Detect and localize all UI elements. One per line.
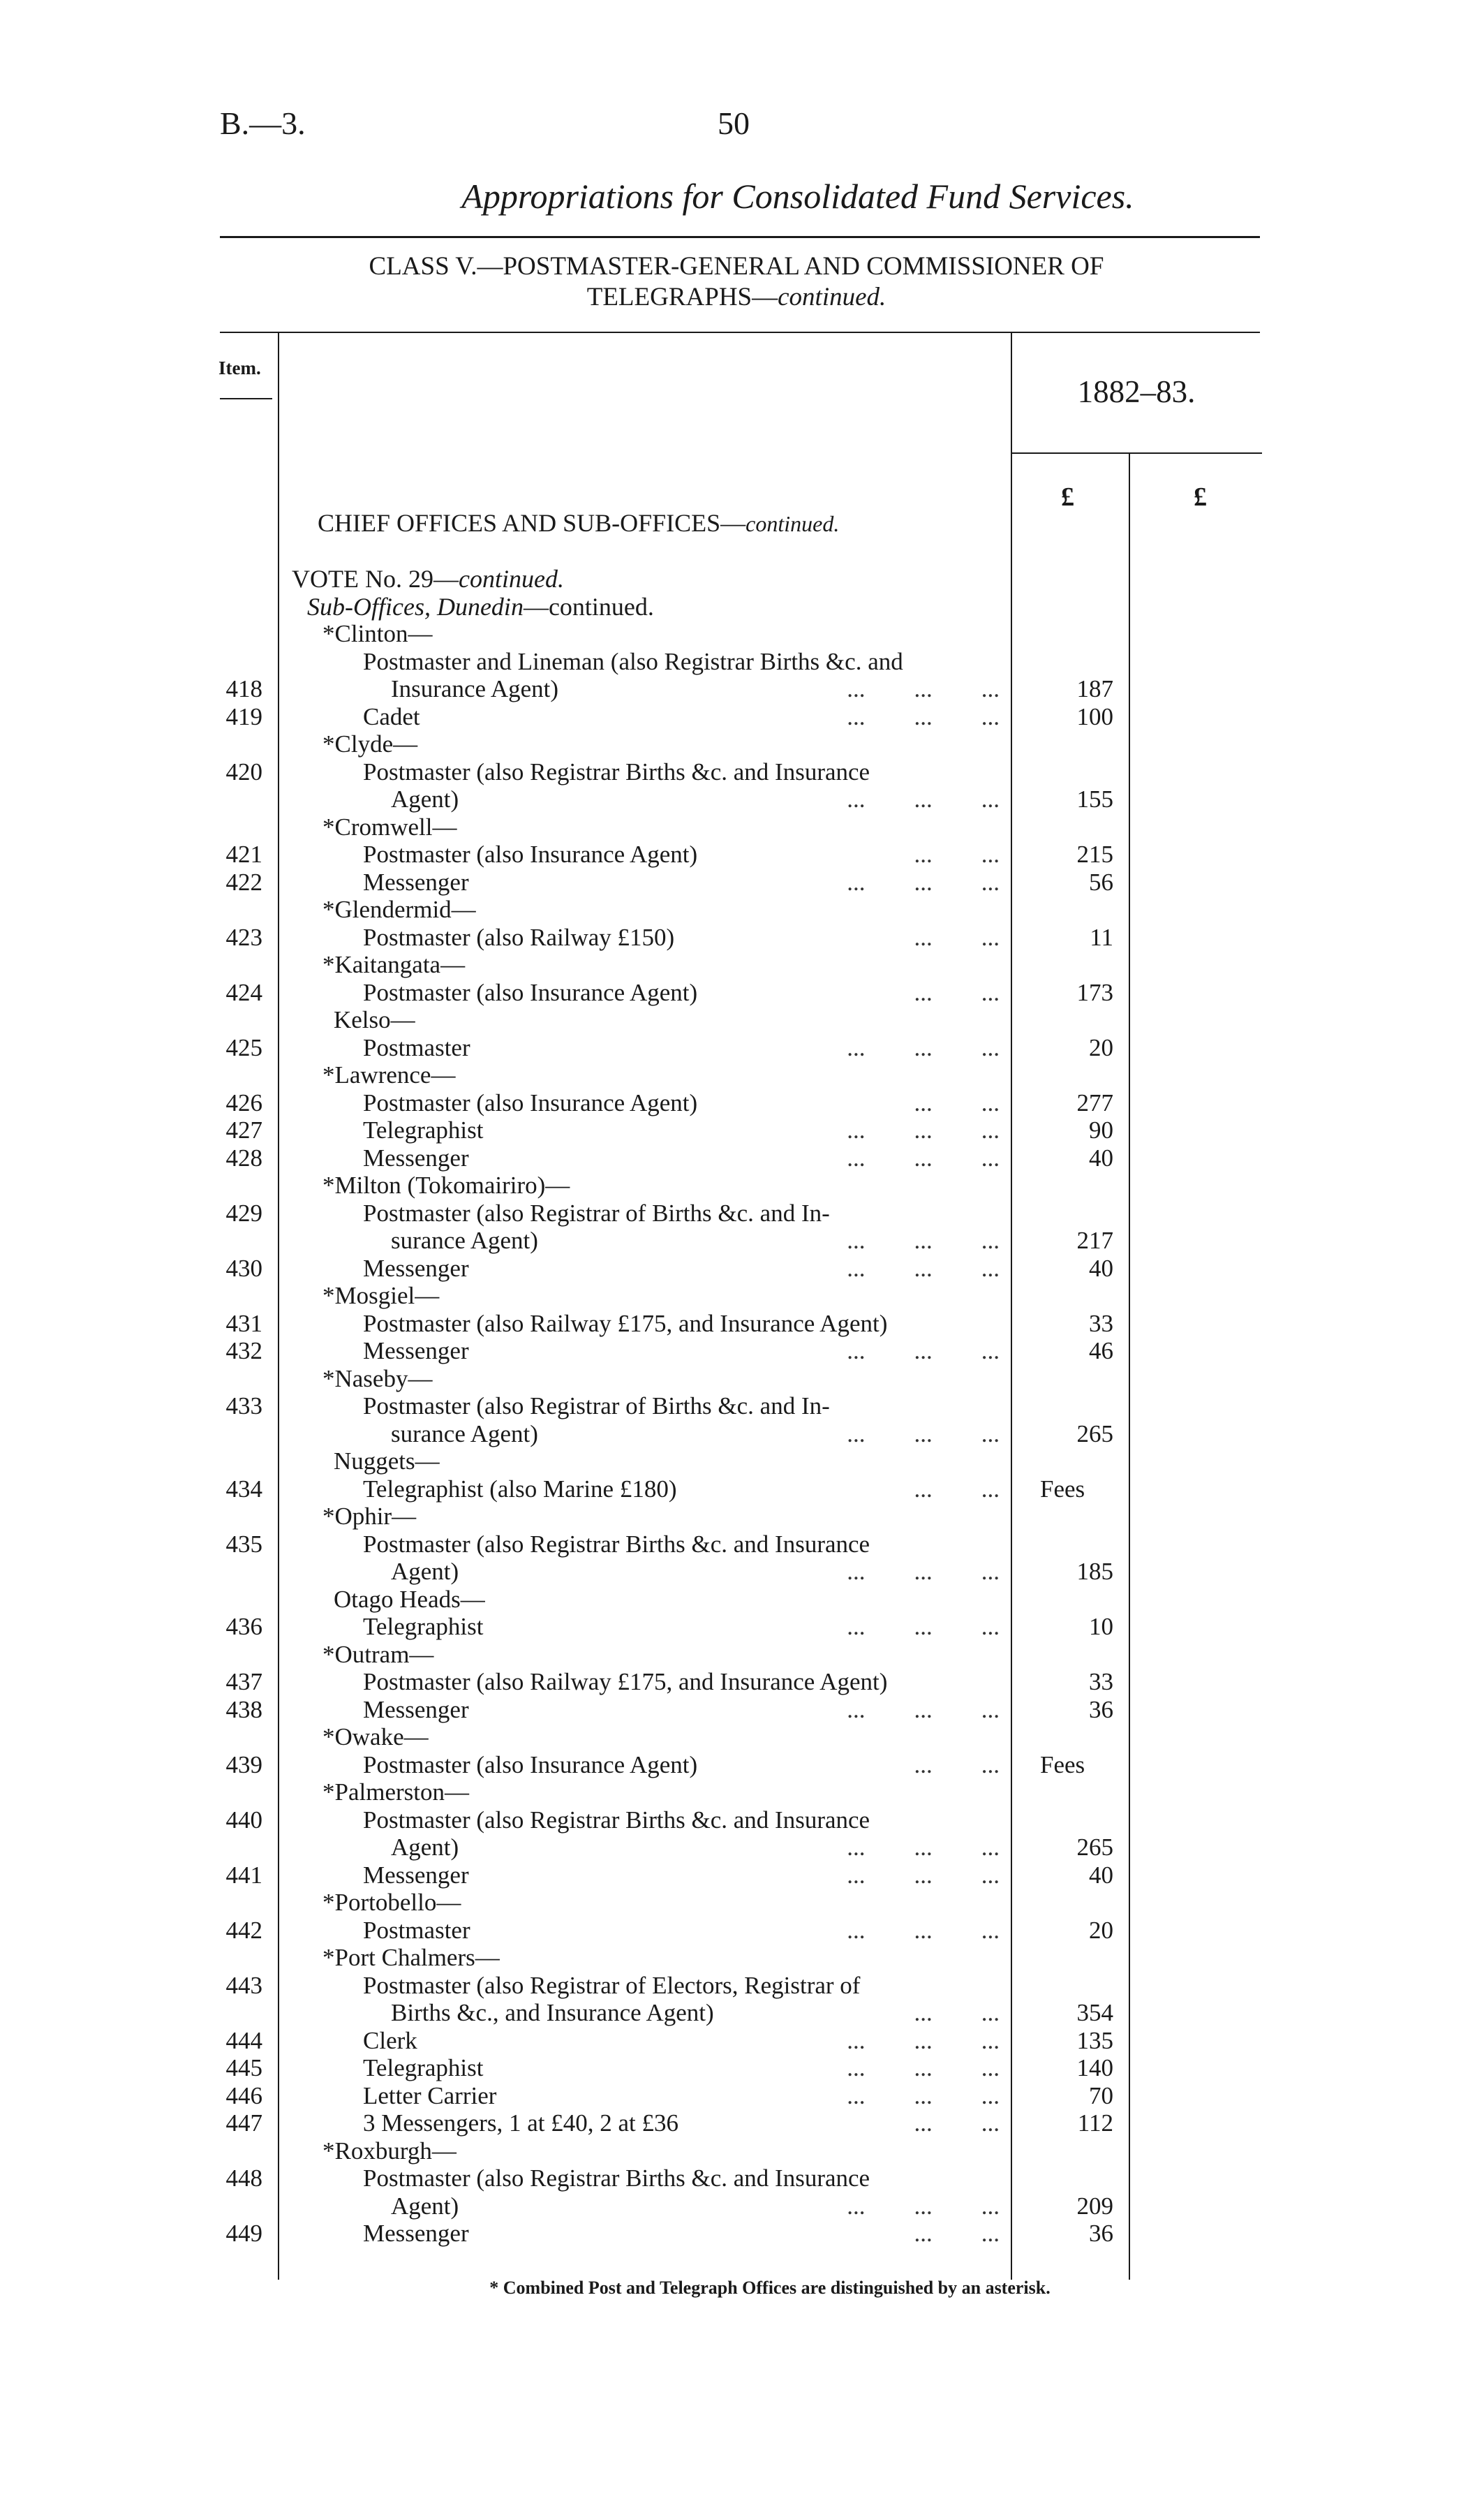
- leader-dots: ... ... ...: [847, 1116, 1000, 1144]
- amount-value: 155: [1076, 786, 1113, 813]
- table-row: [0, 1116, 1484, 1144]
- item-description: Postmaster (also Railway £150): [363, 923, 675, 951]
- currency-header-col1: £: [1061, 482, 1074, 512]
- table-row: [0, 648, 1484, 676]
- amount-value: 36: [1089, 1695, 1113, 1723]
- table-row: [0, 758, 1484, 786]
- amount-value: 265: [1076, 1419, 1113, 1447]
- item-number: 420: [225, 758, 262, 786]
- item-description: Messenger: [363, 1695, 469, 1723]
- item-description: Nuggets—: [334, 1447, 440, 1475]
- page-title: Appropriations for Consolidated Fund Services.: [461, 177, 1134, 216]
- item-description: Postmaster: [363, 1033, 470, 1061]
- table-row: [0, 1806, 1484, 1834]
- item-number: 435: [225, 1530, 262, 1558]
- item-description: Messenger: [363, 1254, 469, 1282]
- item-number: 427: [225, 1116, 262, 1144]
- item-description: Cadet: [363, 702, 420, 730]
- table-row: [0, 1531, 1484, 1558]
- item-number: 431: [225, 1309, 262, 1337]
- leader-dots: ... ...: [914, 1475, 1000, 1503]
- table-row: [0, 2027, 1484, 2055]
- leader-dots: ... ... ...: [847, 702, 1000, 730]
- table-row: [0, 1696, 1484, 1724]
- amount-value: 265: [1076, 1834, 1113, 1861]
- table-row: [0, 896, 1484, 924]
- leader-dots: ... ... ...: [847, 2026, 1000, 2054]
- table-top-rule: [220, 332, 1260, 333]
- amount-value: 33: [1089, 1668, 1113, 1695]
- leader-dots: ... ...: [914, 1999, 1000, 2026]
- table-row: [0, 2054, 1484, 2082]
- item-description: *Clyde—: [322, 730, 418, 758]
- item-number: 424: [225, 978, 262, 1006]
- item-description: Postmaster (also Registrar Births &c. and Insurance: [363, 2164, 870, 2192]
- table-row: [0, 1778, 1484, 1806]
- item-number: 422: [225, 868, 262, 896]
- leader-dots: ... ... ...: [847, 2192, 1000, 2220]
- year-header-rule: [1011, 452, 1262, 454]
- item-number: 434: [225, 1475, 262, 1503]
- item-description: Postmaster (also Registrar Births &c. and Insurance: [363, 1806, 870, 1834]
- year-column-header: 1882–83.: [1077, 374, 1196, 409]
- item-description: Telegraphist: [363, 1116, 484, 1144]
- table-row: [0, 1006, 1484, 1034]
- table-row: [0, 1751, 1484, 1779]
- fees-value: Fees: [1040, 1475, 1085, 1503]
- item-number: 447: [225, 2109, 262, 2137]
- table-row: [0, 2082, 1484, 2110]
- leader-dots: ... ... ...: [847, 1144, 1000, 1172]
- table-row: [0, 786, 1484, 813]
- item-description: Agent): [391, 786, 459, 813]
- item-description: Postmaster (also Registrar of Births &c. and In-: [363, 1199, 830, 1227]
- amount-value: 187: [1076, 675, 1113, 702]
- item-number: 428: [225, 1144, 262, 1172]
- table-row: [0, 703, 1484, 731]
- item-description: Messenger: [363, 1861, 469, 1889]
- item-description: Postmaster (also Railway £175, and Insurance Agent): [363, 1668, 888, 1695]
- item-number: 426: [225, 1089, 262, 1116]
- title-rule: [220, 236, 1260, 238]
- class-title-line2: [220, 282, 1253, 313]
- table-row: [0, 869, 1484, 897]
- sub-offices-heading-italic: Sub-Offices, Dunedin: [307, 593, 524, 621]
- leader-dots: ... ...: [914, 2109, 1000, 2137]
- item-description: Kelso—: [334, 1006, 415, 1033]
- document-code: B.—3.: [220, 105, 306, 141]
- item-description: *Kaitangata—: [322, 951, 466, 978]
- section-heading-italic: continued.: [745, 511, 840, 536]
- leader-dots: ... ... ...: [847, 2081, 1000, 2109]
- section-heading-plain: CHIEF OFFICES AND SUB-OFFICES—: [318, 509, 746, 537]
- table-row: [0, 2109, 1484, 2137]
- table-row: [0, 1227, 1484, 1255]
- leader-dots: ... ...: [914, 1750, 1000, 1778]
- table-row: [0, 1337, 1484, 1365]
- item-description: Births &c., and Insurance Agent): [391, 1999, 714, 2026]
- leader-dots: ... ... ...: [847, 1337, 1000, 1364]
- table-row: [0, 1944, 1484, 1972]
- item-description: Agent): [391, 1834, 459, 1861]
- item-number: 438: [225, 1695, 262, 1723]
- leader-dots: ... ... ...: [847, 1558, 1000, 1585]
- table-row: [0, 1200, 1484, 1227]
- table-row: [0, 841, 1484, 869]
- table-row: [0, 1861, 1484, 1889]
- item-description: Telegraphist: [363, 1613, 484, 1640]
- table-row: [0, 1255, 1484, 1283]
- table-row: [0, 1144, 1484, 1172]
- item-number: 448: [225, 2164, 262, 2192]
- item-description: *Glendermid—: [322, 896, 476, 923]
- section-heading: [318, 508, 839, 538]
- item-description: *Portobello—: [322, 1889, 461, 1916]
- leader-dots: ... ...: [914, 841, 1000, 868]
- table-row: [0, 730, 1484, 758]
- item-description: Telegraphist (also Marine £180): [363, 1475, 677, 1503]
- leader-dots: ... ... ...: [847, 1916, 1000, 1944]
- item-number: 446: [225, 2081, 262, 2109]
- amount-value: 277: [1076, 1089, 1113, 1116]
- item-number: 419: [225, 702, 262, 730]
- table-row: [0, 1475, 1484, 1503]
- item-description: *Naseby—: [322, 1364, 433, 1392]
- table-row: [0, 1420, 1484, 1448]
- item-description: 3 Messengers, 1 at £40, 2 at £36: [363, 2109, 679, 2137]
- amount-value: 10: [1089, 1613, 1113, 1640]
- item-number: 441: [225, 1861, 262, 1889]
- leader-dots: ... ... ...: [847, 1834, 1000, 1861]
- item-description: *Mosgiel—: [322, 1282, 440, 1309]
- item-number: 440: [225, 1806, 262, 1834]
- amount-value: 46: [1089, 1337, 1113, 1364]
- item-description: Agent): [391, 2192, 459, 2220]
- leader-dots: ... ... ...: [847, 1227, 1000, 1254]
- table-row: [0, 813, 1484, 841]
- item-number: 445: [225, 2054, 262, 2081]
- currency-header-col2: £: [1194, 482, 1207, 512]
- table-row: [0, 620, 1484, 648]
- item-number: 430: [225, 1254, 262, 1282]
- amount-value: 20: [1089, 1033, 1113, 1061]
- sub-offices-heading-plain: —continued.: [523, 593, 654, 621]
- leader-dots: ... ... ...: [847, 1033, 1000, 1061]
- table-row: [0, 675, 1484, 703]
- item-number: 423: [225, 923, 262, 951]
- item-description: *Owake—: [322, 1723, 429, 1750]
- amount-value: 217: [1076, 1227, 1113, 1254]
- item-number: 449: [225, 2220, 262, 2247]
- amount-value: 36: [1089, 2220, 1113, 2247]
- item-description: surance Agent): [391, 1419, 538, 1447]
- item-description: Postmaster (also Registrar of Births &c. and In-: [363, 1392, 830, 1419]
- leader-dots: ... ...: [914, 2220, 1000, 2247]
- table-row: [0, 1447, 1484, 1475]
- item-number: 443: [225, 1971, 262, 1999]
- item-header-underline: [220, 398, 272, 399]
- amount-value: 135: [1076, 2026, 1113, 2054]
- table-row: [0, 2220, 1484, 2248]
- item-number: 432: [225, 1337, 262, 1364]
- table-row: [0, 1089, 1484, 1117]
- leader-dots: ... ... ...: [847, 1861, 1000, 1889]
- table-row: [0, 1613, 1484, 1641]
- class-title-line1: CLASS V.—POSTMASTER-GENERAL AND COMMISSIONER OF: [369, 252, 1104, 281]
- vote-heading-italic: continued.: [458, 565, 564, 593]
- leader-dots: ... ... ...: [847, 675, 1000, 702]
- amount-value: 354: [1076, 1999, 1113, 2026]
- vote-heading: [292, 564, 564, 593]
- table-row: [0, 1061, 1484, 1089]
- table-row: [0, 2164, 1484, 2192]
- amount-value: 40: [1089, 1254, 1113, 1282]
- item-description: Postmaster (also Insurance Agent): [363, 1750, 698, 1778]
- leader-dots: ... ...: [914, 978, 1000, 1006]
- item-number: 429: [225, 1199, 262, 1227]
- item-description: Postmaster (also Railway £175, and Insurance Agent): [363, 1309, 888, 1337]
- item-number: 418: [225, 675, 262, 702]
- table-row: [0, 1392, 1484, 1420]
- leader-dots: ... ... ...: [847, 786, 1000, 813]
- table-row: [0, 1586, 1484, 1614]
- table-row: [0, 1034, 1484, 1062]
- item-column-header: Item.: [218, 357, 261, 378]
- sub-offices-heading: [307, 592, 654, 621]
- amount-value: 90: [1089, 1116, 1113, 1144]
- table-row: [0, 2192, 1484, 2220]
- item-description: *Clinton—: [322, 620, 433, 647]
- item-description: Postmaster (also Insurance Agent): [363, 841, 698, 868]
- item-description: Postmaster and Lineman (also Registrar Births &c. and: [363, 647, 903, 675]
- amount-value: 185: [1076, 1558, 1113, 1585]
- item-description: Postmaster: [363, 1916, 470, 1944]
- leader-dots: ... ... ...: [847, 1613, 1000, 1640]
- item-description: *Cromwell—: [322, 813, 457, 841]
- amount-value: 40: [1089, 1144, 1113, 1172]
- item-number: 439: [225, 1750, 262, 1778]
- leader-dots: ... ... ...: [847, 1695, 1000, 1723]
- item-description: *Palmerston—: [322, 1778, 469, 1806]
- amount-value: 40: [1089, 1861, 1113, 1889]
- item-description: Otago Heads—: [334, 1585, 485, 1613]
- footnote: * Combined Post and Telegraph Offices are distinguished by an asterisk.: [489, 2278, 1051, 2298]
- table-row: [0, 1641, 1484, 1669]
- item-number: 421: [225, 841, 262, 868]
- class-title: [220, 251, 1253, 313]
- item-description: Insurance Agent): [391, 675, 559, 702]
- item-number: 444: [225, 2026, 262, 2054]
- table-row: [0, 1558, 1484, 1586]
- item-number: 425: [225, 1033, 262, 1061]
- table-row: [0, 979, 1484, 1007]
- table-row: [0, 1310, 1484, 1338]
- item-description: *Outram—: [322, 1640, 434, 1668]
- item-number: 442: [225, 1916, 262, 1944]
- table-row: [0, 1172, 1484, 1200]
- item-description: Postmaster (also Registrar Births &c. and Insurance: [363, 1530, 870, 1558]
- table-row: [0, 1889, 1484, 1917]
- amount-value: 11: [1090, 923, 1113, 951]
- vote-heading-plain: VOTE No. 29—: [292, 565, 459, 593]
- item-description: surance Agent): [391, 1227, 538, 1254]
- table-row: [0, 1999, 1484, 2027]
- leader-dots: ... ... ...: [847, 868, 1000, 896]
- item-description: Postmaster (also Insurance Agent): [363, 1089, 698, 1116]
- item-description: *Roxburgh—: [322, 2137, 457, 2164]
- item-description: Clerk: [363, 2026, 417, 2054]
- leader-dots: ... ...: [914, 923, 1000, 951]
- leader-dots: ... ... ...: [847, 1254, 1000, 1282]
- amount-value: 100: [1076, 702, 1113, 730]
- item-description: Agent): [391, 1558, 459, 1585]
- item-description: Postmaster (also Registrar Births &c. and Insurance: [363, 758, 870, 786]
- class-title-line2-plain: TELEGRAPHS—: [586, 283, 778, 311]
- amount-value: 209: [1076, 2192, 1113, 2220]
- table-row: [0, 1503, 1484, 1531]
- item-number: 436: [225, 1613, 262, 1640]
- amount-value: 112: [1077, 2109, 1113, 2137]
- item-description: Postmaster (also Insurance Agent): [363, 978, 698, 1006]
- item-description: Messenger: [363, 868, 469, 896]
- item-description: *Port Chalmers—: [322, 1944, 500, 1971]
- item-description: Postmaster (also Registrar of Electors, Registrar of: [363, 1971, 861, 1999]
- amount-value: 215: [1076, 841, 1113, 868]
- table-row: [0, 2137, 1484, 2165]
- amount-value: 33: [1089, 1309, 1113, 1337]
- table-row: [0, 1668, 1484, 1696]
- table-row: [0, 1365, 1484, 1393]
- table-row: [0, 924, 1484, 952]
- item-description: Messenger: [363, 2220, 469, 2247]
- amount-value: 70: [1089, 2081, 1113, 2109]
- table-row: [0, 1723, 1484, 1751]
- table-row: [0, 1282, 1484, 1310]
- item-description: *Ophir—: [322, 1503, 417, 1530]
- amount-value: 20: [1089, 1916, 1113, 1944]
- leader-dots: ... ... ...: [847, 1419, 1000, 1447]
- item-number: 437: [225, 1668, 262, 1695]
- table-row: [0, 1972, 1484, 2000]
- leader-dots: ... ...: [914, 1089, 1000, 1116]
- item-description: *Milton (Tokomairiro)—: [322, 1172, 570, 1199]
- amount-value: 173: [1076, 978, 1113, 1006]
- amount-value: 140: [1076, 2054, 1113, 2081]
- amount-value: 56: [1089, 868, 1113, 896]
- table-row: [0, 951, 1484, 979]
- table-row: [0, 1917, 1484, 1945]
- item-description: Letter Carrier: [363, 2081, 497, 2109]
- leader-dots: ... ... ...: [847, 2054, 1000, 2081]
- class-title-line2-italic: continued.: [778, 283, 886, 311]
- item-number: 433: [225, 1392, 262, 1419]
- item-description: Messenger: [363, 1144, 469, 1172]
- item-description: Telegraphist: [363, 2054, 484, 2081]
- fees-value: Fees: [1040, 1750, 1085, 1778]
- item-description: Messenger: [363, 1337, 469, 1364]
- item-description: *Lawrence—: [322, 1061, 456, 1089]
- table-row: [0, 1834, 1484, 1861]
- page-number: 50: [718, 105, 750, 141]
